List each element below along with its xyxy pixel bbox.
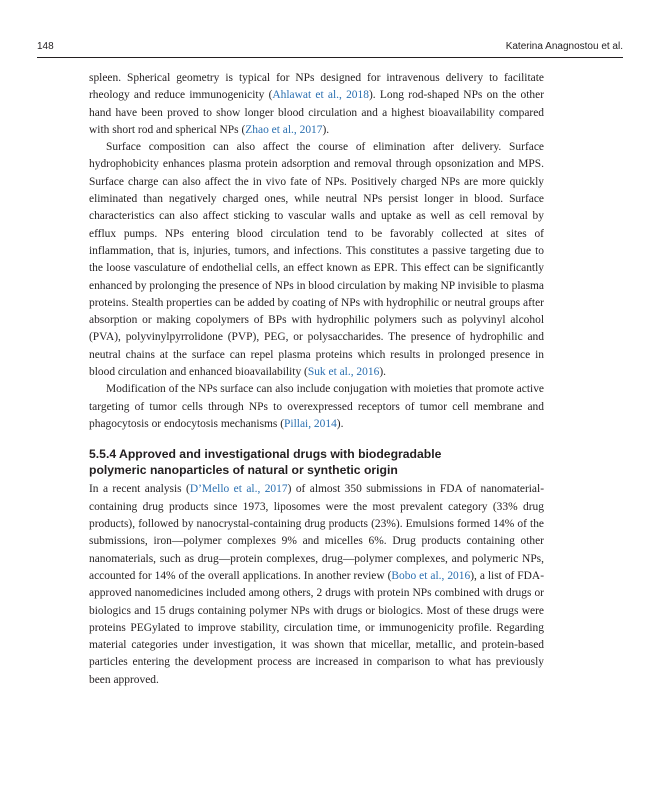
- paragraph-text: ), a list of FDA-approved nanomedicines included among others, 2 drugs with protein NPs combined with drugs or biologics and 15 drugs containing polymer NPs with drugs or biologics. Most of these drugs were proteins PEGylated to improve stability, circulation time, or immunogenicity profile. Regarding material categories under investigation, it was shown that micellar, metallic, and protein-based particles entering the development process are increased in comparison to what has previously been approved.: [89, 569, 544, 686]
- paragraph-text: Surface composition can also affect the course of elimination after delivery. Surface hydrophobicity enhances plasma protein adsorption and removal through opsonization and MPS. Surface charge can also affect the in vivo fate of NPs. Positively charged NPs are more quickly eliminated than negatively charged ones, while neutral NPs persist longer in blood. Surface characteristics can also affect sticking to vascular walls and uptake as well as cell removal by efflux pumps. NPs entering blood circulation tend to be favorably collected at sites of inflammation, that is, injuries, tumors, and infections. This constitutes a passive targeting due to the loose vasculature of endothelial cells, an effect known as EPR. This effect can be significantly enhanced by prolonging the presence of NPs in blood circulation by making NP invisible to plasma proteins. Stealth properties can be added by coating of NPs with hydrophilic or neutral groups after absorption or making copolymers of BPs with hydrophilic polymers such as polyvinyl alcohol (PVA), polyvinylpyrrolidone (PVP), PEG, or polysaccharides. The presence of hydrophilic and neutral chains at the surface can repel plasma proteins which results in prolonged presence in blood circulation and enhanced bioavailability (: [89, 141, 544, 379]
- citation-link[interactable]: Bobo et al., 2016: [391, 569, 471, 582]
- section-heading: [89, 447, 544, 478]
- header-rule: [37, 57, 623, 58]
- citation-link[interactable]: Suk et al., 2016: [307, 366, 380, 379]
- page-number: 148: [37, 41, 54, 52]
- paragraph-text: spleen. Spherical geometry is typical for NPs designed for intravenous delivery to facilitate rheology and reduce immunogenicity (: [89, 72, 544, 102]
- paragraph-shape: [89, 70, 544, 139]
- paragraph-text: ) of almost 350 submissions in FDA of nanomaterial-containing drug products since 1973, liposomes were the most prevalent category (33% drug products), followed by nanocrystal-containing drug products (23%). Emulsions formed 14% of the submissions, iron—polymer complexes 9% and micelles 6%. Drug products containing other nanomaterials, such as drug—protein complexes, drug—polymer complexes, and polymeric NPs, accounted for 14% of the overall applications. In another review (: [89, 483, 544, 582]
- paragraph-text: ).: [379, 366, 386, 379]
- citation-link[interactable]: Ahlawat et al., 2018: [272, 89, 369, 102]
- body-text: [89, 70, 544, 689]
- paragraph-recent-analysis: [89, 481, 544, 689]
- paragraph-text: Modification of the NPs surface can also include conjugation with moieties that promote active targeting of tumor cells through NPs to overexpressed receptors of tumor cell membrane and phagocytosis or endocytosis mechanisms (: [89, 383, 544, 430]
- paragraph-text: ). Long rod-shaped NPs on the other hand have been proved to show longer blood circulation and a highest bioavailability compared with short rod and spherical NPs (: [89, 89, 545, 136]
- paragraph-text: ).: [322, 123, 330, 136]
- citation-link[interactable]: Zhao et al., 2017: [245, 123, 323, 136]
- paragraph-modification: [89, 381, 544, 433]
- section-heading-line-2: polymeric nanoparticles of natural or synthetic origin: [89, 462, 398, 477]
- citation-link[interactable]: D’Mello et al., 2017: [189, 483, 288, 496]
- paragraph-surface-composition: [89, 139, 544, 381]
- section-heading-line-1: 5.5.4 Approved and investigational drugs with biodegradable: [89, 447, 442, 462]
- running-head: [37, 40, 623, 54]
- citation-link[interactable]: Pillai, 2014: [284, 417, 337, 430]
- running-head-authors: Katerina Anagnostou et al.: [505, 41, 623, 52]
- paragraph-text: In a recent analysis (: [89, 483, 190, 496]
- paragraph-text: ).: [336, 417, 344, 430]
